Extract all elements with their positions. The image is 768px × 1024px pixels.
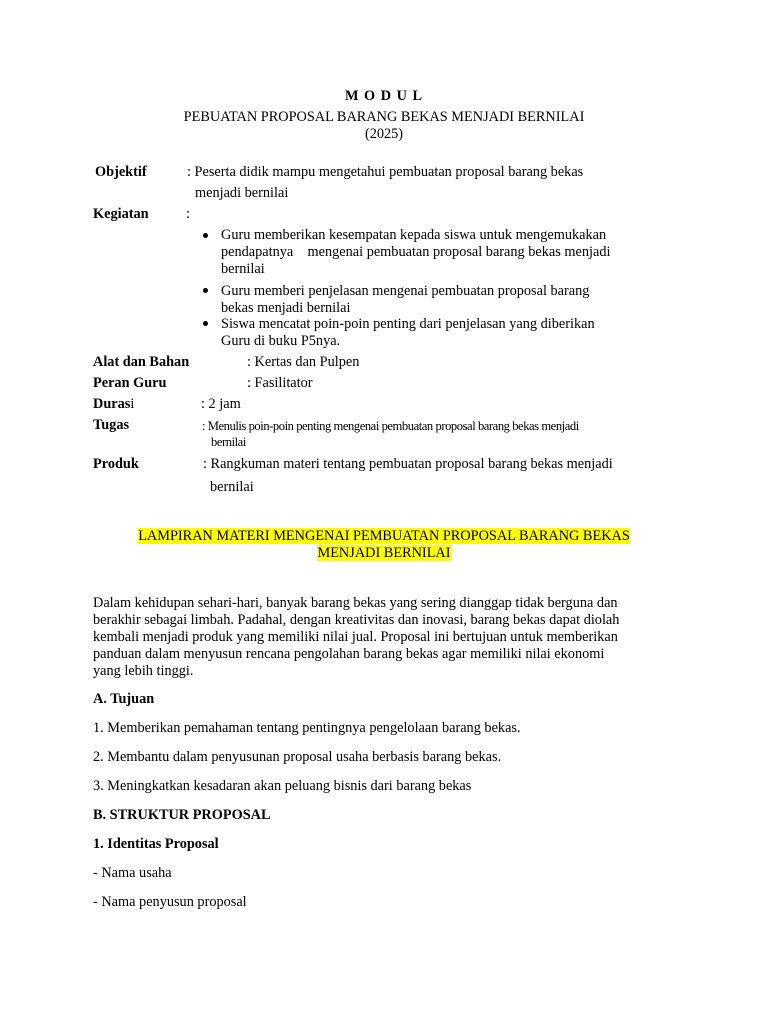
tujuan-item-2: 2. Membantu dalam penyusunan proposal usaha berbasis barang bekas. (93, 749, 502, 765)
tujuan-item-1: 1. Memberikan pemahaman tentang pentingnya pengelolaan barang bekas. (93, 720, 521, 736)
module-title: M O D U L (344, 88, 424, 104)
intro-line-2: berakhir sebagai limbah. Padahal, dengan kreativitas dan inovasi, barang bekas dapat diolah (93, 612, 620, 628)
intro-line-1: Dalam kehidupan sehari-hari, banyak barang bekas yang sering dianggap tidak berguna dan (93, 595, 618, 611)
durasi-label (93, 396, 134, 413)
kegiatan-item-3-line1: Siswa mencatat poin-poin penting dari penjelasan yang diberikan (221, 316, 595, 332)
intro-line-5: yang lebih tinggi. (93, 663, 194, 679)
struktur-heading: B. STRUKTUR PROPOSAL (93, 807, 271, 823)
bullet-icon (203, 233, 208, 238)
durasi-value: : 2 jam (201, 396, 241, 412)
lampiran-highlight-2: MENJADI BERNILAI (317, 545, 451, 561)
kegiatan-item-2-line2: bekas menjadi bernilai (221, 300, 351, 316)
peran-label: Peran Guru (93, 375, 167, 391)
kegiatan-label: Kegiatan (93, 206, 149, 222)
bullet-icon (203, 288, 208, 293)
kegiatan-item-1-line2: pendapatnya mengenai pembuatan proposal barang bekas menjadi (221, 244, 611, 260)
produk-value-line2: bernilai (210, 479, 254, 495)
tujuan-item-3: 3. Meningkatkan kesadaran akan peluang bisnis dari barang bekas (93, 778, 472, 794)
produk-label: Produk (93, 456, 139, 472)
kegiatan-item-2-line1: Guru memberi penjelasan mengenai pembuatan proposal barang (221, 283, 590, 299)
kegiatan-item-1-line1: Guru memberikan kesempatan kepada siswa untuk mengemukakan (221, 227, 607, 243)
intro-line-4: panduan dalam menyusun rencana pengolahan barang bekas agar memiliki nilai ekonomi (93, 646, 605, 662)
kegiatan-colon: : (186, 206, 190, 222)
lampiran-highlight-1: LAMPIRAN MATERI MENGENAI PEMBUATAN PROPOSAL BARANG BEKAS (138, 528, 630, 544)
alat-label: Alat dan Bahan (93, 354, 190, 370)
tugas-value-line2: bernilai (211, 435, 246, 449)
kegiatan-item-3-line2: Guru di buku P5nya. (221, 333, 341, 349)
identitas-item-2: - Nama penyusun proposal (93, 894, 247, 910)
tugas-label: Tugas (93, 417, 130, 433)
durasi-label-bold: Duras (93, 396, 131, 412)
produk-value-line1: : Rangkuman materi tentang pembuatan proposal barang bekas menjadi (203, 456, 613, 472)
bullet-icon (203, 321, 208, 326)
objektif-label: Objektif (95, 164, 147, 180)
objektif-value-line2: menjadi bernilai (195, 185, 289, 201)
durasi-label-normal: i (130, 396, 135, 412)
lampiran-heading-line2 (0, 545, 768, 562)
kegiatan-item-1-line3: bernilai (221, 261, 265, 277)
tujuan-heading: A. Tujuan (93, 691, 155, 707)
intro-line-3: kembali menjadi produk yang memiliki nilai jual. Proposal ini bertujuan untuk memberikan (93, 629, 618, 645)
tugas-value-line1: : Menulis poin-poin penting mengenai pembuatan proposal barang bekas menjadi (202, 419, 579, 433)
module-year: (2025) (364, 126, 404, 142)
lampiran-heading-line1 (0, 528, 768, 545)
alat-value: : Kertas dan Pulpen (247, 354, 360, 370)
peran-value: : Fasilitator (247, 375, 313, 391)
identitas-heading: 1. Identitas Proposal (93, 836, 219, 852)
objektif-value-line1: : Peserta didik mampu mengetahui pembuatan proposal barang bekas (187, 164, 584, 180)
identitas-item-1: - Nama usaha (93, 865, 172, 881)
module-subtitle: PEBUATAN PROPOSAL BARANG BEKAS MENJADI BERNILAI (183, 109, 585, 125)
